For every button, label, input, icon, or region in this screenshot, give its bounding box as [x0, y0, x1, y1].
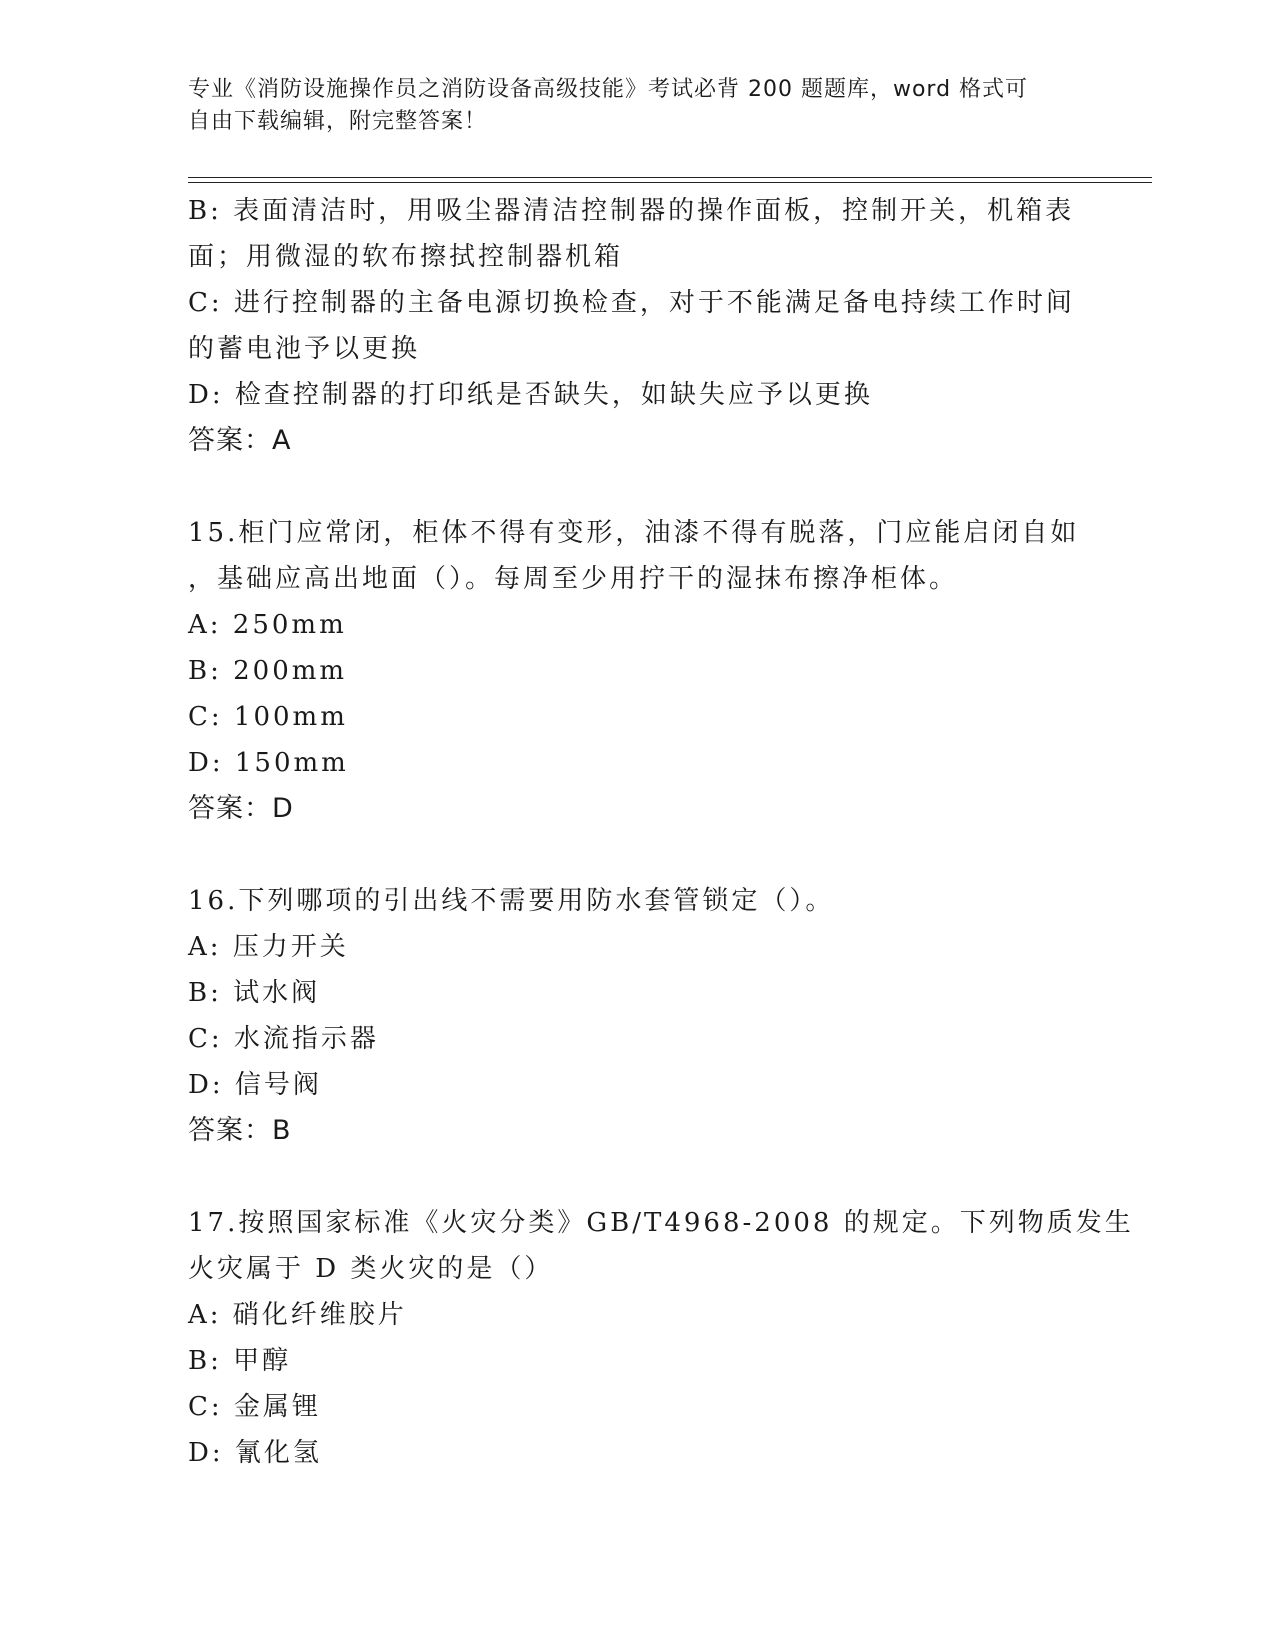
option-line: 的蓄电池予以更换: [188, 334, 421, 364]
option-line: C: 进行控制器的主备电源切换检查，对于不能满足备电持续工作时间: [188, 288, 1075, 318]
answer-line: 答案：A: [188, 425, 292, 456]
option-d: D: 150mm: [188, 748, 349, 778]
option-line: B: 表面清洁时，用吸尘器清洁控制器的操作面板，控制开关，机箱表: [188, 196, 1075, 226]
header-line: 专业《消防设施操作员之消防设备高级技能》考试必背 200 题题库，word 格式可: [188, 77, 1029, 102]
option-a: A: 硝化纤维胶片: [188, 1300, 407, 1330]
option-b: B: 200mm: [188, 656, 348, 686]
question-block: [188, 878, 1088, 1154]
header-line: 自由下载编辑，附完整答案！: [188, 109, 488, 134]
question-stem: 15.柜门应常闭，柜体不得有变形，油漆不得有脱落，门应能启闭自如: [188, 518, 1080, 548]
page-header: [188, 74, 1088, 138]
option-line: D: 检查控制器的打印纸是否缺失，如缺失应予以更换: [188, 380, 873, 410]
option-c: C: 水流指示器: [188, 1024, 379, 1054]
question-block: [188, 510, 1088, 832]
option-d: D: 氰化氢: [188, 1438, 322, 1468]
question-content: [188, 188, 1134, 1476]
question-stem: 16.下列哪项的引出线不需要用防水套管锁定（）。: [188, 886, 835, 916]
answer-line: 答案：B: [188, 1115, 292, 1146]
option-c: C: 100mm: [188, 702, 348, 732]
question-block: [188, 1200, 1134, 1476]
question-stem: 火灾属于 D 类火灾的是（）: [188, 1254, 554, 1284]
option-line: 面；用微湿的软布擦拭控制器机箱: [188, 242, 624, 272]
answer-line: 答案：D: [188, 793, 294, 824]
option-a: A: 压力开关: [188, 932, 349, 962]
option-b: B: 甲醇: [188, 1346, 292, 1376]
option-c: C: 金属锂: [188, 1392, 321, 1422]
header-divider: [188, 177, 1152, 178]
question-stem: 17.按照国家标准《火灾分类》GB/T4968-2008 的规定。下列物质发生: [188, 1208, 1134, 1238]
question-stem: ，基础应高出地面（）。每周至少用拧干的湿抹布擦净柜体。: [188, 564, 959, 594]
option-b: B: 试水阀: [188, 978, 321, 1008]
option-d: D: 信号阀: [188, 1070, 322, 1100]
header-divider: [188, 182, 1152, 183]
question-continued: [188, 188, 1088, 464]
option-a: A: 250mm: [188, 610, 347, 640]
